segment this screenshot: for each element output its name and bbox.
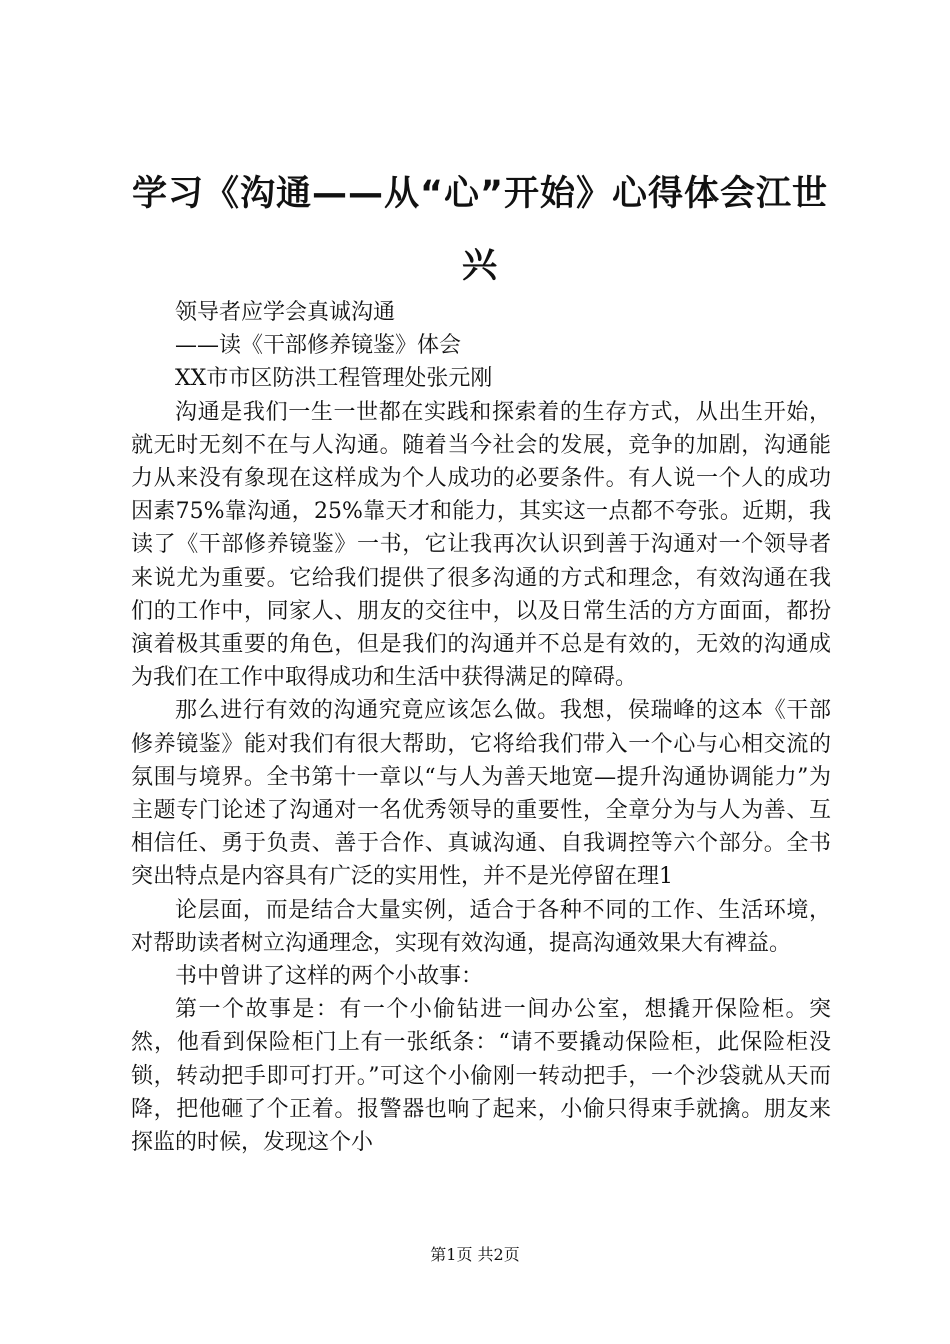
document-body xyxy=(131,296,831,1159)
body-paragraph: 书中曾讲了这样的两个小故事： xyxy=(175,964,484,990)
subtitle-line: 领导者应学会真诚沟通 xyxy=(175,300,396,325)
body-paragraph: 那么进行有效的沟通究竟应该怎么做。我想，侯瑞峰的这本《干部修养镜鉴》能对我们有很大帮助，它将给我们带入一个心与心相交流的氛围与境界。全书第十一章以“与人为善天地宽—提升沟通协调能力”为主题专门论述了沟通对一名优秀领导的重要性，全章分为与人为善、互相信任、勇于负责、善于合作、真诚沟通、自我调控等六个部分。全书突出特点是内容具有广泛的实用性，并不是光停留在理1 xyxy=(131,698,831,890)
body-paragraph: 第一个故事是：有一个小偷钻进一间办公室，想撬开保险柜。突然，他看到保险柜门上有一张纸条：“请不要撬动保险柜，此保险柜没锁，转动把手即可打开。”可这个小偷刚一转动把手，一个沙袋就从天而降，把他砸了个正着。报警器也响了起来，小偷只得束手就擒。朋友来探监的时候，发现这个小 xyxy=(131,997,831,1156)
body-paragraph: 论层面，而是结合大量实例，适合于各种不同的工作、生活环境，对帮助读者树立沟通理念，实现有效沟通，提高沟通效果大有裨益。 xyxy=(131,897,831,956)
body-paragraph: 沟通是我们一生一世都在实践和探索着的生存方式，从出生开始，就无时无刻不在与人沟通。随着当今社会的发展，竞争的加剧，沟通能力从来没有象现在这样成为个人成功的必要条件。有人说一个人的成功因素75%靠沟通，25%靠天才和能力，其实这一点都不夸张。近期，我读了《干部修养镜鉴》一书，它让我再次认识到善于沟通对一个领导者来说尤为重要。它给我们提供了很多沟通的方式和理念，有效沟通在我们的工作中，同家人、朋友的交往中，以及日常生活的方方面面，都扮演着极其重要的角色，但是我们的沟通并不总是有效的，无效的沟通成为我们在工作中取得成功和生活中获得满足的障碍。 xyxy=(131,399,831,691)
page-footer: 第1页 共2页 xyxy=(430,1245,520,1264)
document-title: 学习《沟通——从“心”开始》心得体会江世兴 xyxy=(131,174,828,286)
subtitle-line: ——读《干部修养镜鉴》体会 xyxy=(175,333,462,359)
author-line: XX市市区防洪工程管理处张元刚 xyxy=(175,366,493,392)
